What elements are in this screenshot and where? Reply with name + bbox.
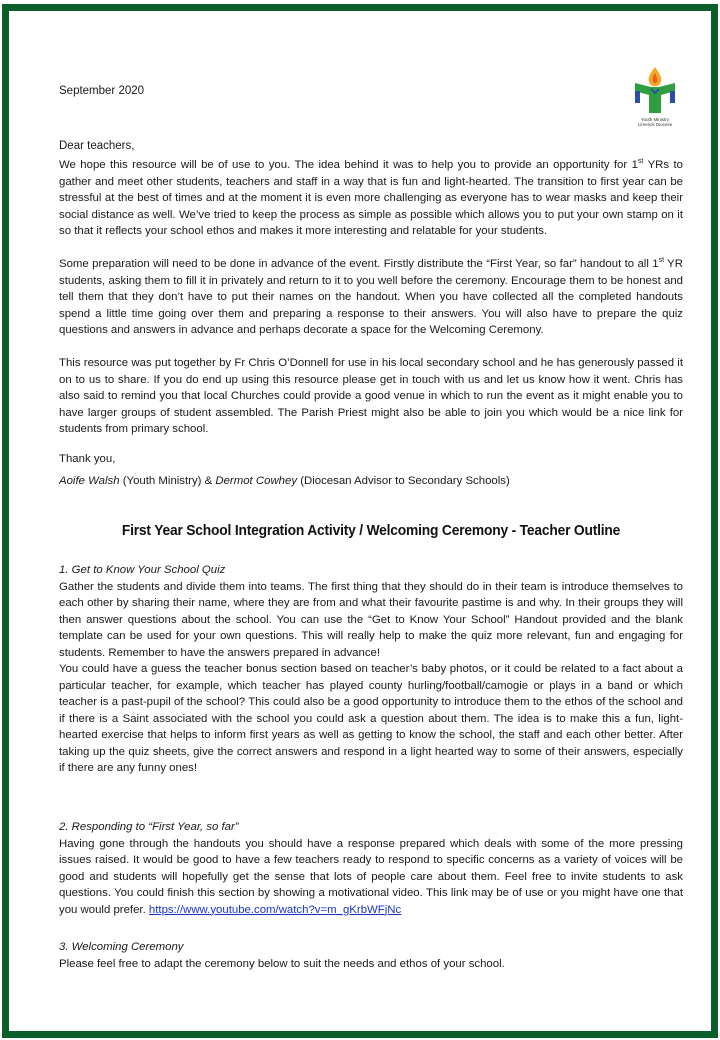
- letter-paragraph-2: Some preparation will need to be done in advance of the event. Firstly distribute the “First Year, so far” handout to all 1st YR students, asking them to fill it in privately and return to it to you well before the ceremony. Encourage them to be honest and tell them that they don’t have to put their names on the handout. When you have collected all the completed handouts spend a little time going over them and preparing a response to their answers. You will also have to prepare the quiz questions and answers in advance and perhaps decorate a space for the Welcoming Ceremony.: [59, 257, 683, 336]
- signature-line: Aoife Walsh (Youth Ministry) & Dermot Cowhey (Diocesan Advisor to Secondary Schools): [59, 475, 510, 487]
- section-quiz: [59, 562, 683, 777]
- section-heading: 2. Responding to “First Year, so far”: [59, 821, 239, 833]
- letter-paragraph-3: This resource was put together by Fr Chris O’Donnell for use in his local secondary school and he has generously passed it on to us to share. If you do end up using this resource please get in touch with us and let us know how it went. Chris has also said to remind you that local Churches could provide a good venue in which to run the event as it might enable you to have larger groups of student assembled. The Parish Priest might also be able to join you which would be a nice link for students from primary school.: [59, 357, 683, 435]
- logo-caption: Youth Ministry Limerick Diocese: [637, 117, 673, 127]
- salutation: Dear teachers,: [59, 140, 135, 152]
- youtube-video-link[interactable]: https://www.youtube.com/watch?v=m_gKrbWFjNc: [148, 903, 402, 916]
- signer-name: Aoife Walsh: [59, 475, 120, 487]
- section-paragraph: Please feel free to adapt the ceremony below to suit the needs and ethos of your school.: [59, 957, 505, 970]
- page-border: [2, 4, 718, 1038]
- section-welcoming-ceremony: [59, 939, 683, 972]
- section-paragraph: You could have a guess the teacher bonus section based on teacher’s baby photos, or it could be related to a fact about a particular teacher, for example, which teacher has played county hurling/football/camogie or plays in a band or which teacher is a past-pupil of the school? This could also be a good opportunity to introduce them to the ethos of the school and if there is a Saint associated with the school you could ask a question about them. The idea is to make this a fun, light-hearted exercise that helps to inform first years as well as getting to know the school, the staff and each other better. After taking up the quiz sheets, give the correct answers and respond in a light hearted way to some of their answers, especially if there are any funny ones!: [59, 663, 683, 774]
- closing: Thank you,: [59, 453, 116, 465]
- letter-paragraph-1: We hope this resource will be of use to you. The idea behind it was to help you to provide an opportunity for 1st YRs to gather and meet other students, teachers and staff in a way that is fun and light-hearted. The transition to first year can be stressful at the best of times and at the moment it is even more challenging as everyone has to wear masks and keep their social distance as well. We’ve tried to keep the process as simple as possible which allows you to put your own stamp on it so that it reflects your school ethos and makes it more interesting and relatable for your students.: [59, 158, 683, 237]
- youth-ministry-logo-icon: [625, 65, 685, 131]
- section-heading: 1. Get to Know Your School Quiz: [59, 564, 226, 576]
- section-responding: [59, 819, 683, 918]
- signer-name: Dermot Cowhey: [215, 475, 298, 487]
- section-paragraph: Having gone through the handouts you should have a response prepared which deals with some of the more pressing issues raised. It would be good to have a few teachers ready to respond to specific concerns as a variety of voices will be good and students will hopefully get the sense that lots of people care about them. Feel free to invite students to ask questions. You could finish this section by showing a motivational video. This link may be of use or you might have one that you would prefer. https://www.youtube.com/watch?v=m_gKrbWFjNc: [59, 837, 683, 916]
- letter-date: September 2020: [59, 85, 145, 97]
- outline-title: First Year School Integration Activity / Welcoming Ceremony - Teacher Outline: [121, 522, 621, 539]
- section-heading: 3. Welcoming Ceremony: [59, 941, 184, 953]
- section-paragraph: Gather the students and divide them into teams. The first thing that they should do in their team is introduce themselves to each other by sharing their name, where they are from and what their favourite pastime is and why. In their groups they will then answer questions about the school. You can use the “Get to Know Your School” Handout provided and the blank template can be used for your own questions. This will really help to make the quiz more relevant, fun and engaging for students. Remember to have the answers prepared in advance!: [59, 580, 683, 659]
